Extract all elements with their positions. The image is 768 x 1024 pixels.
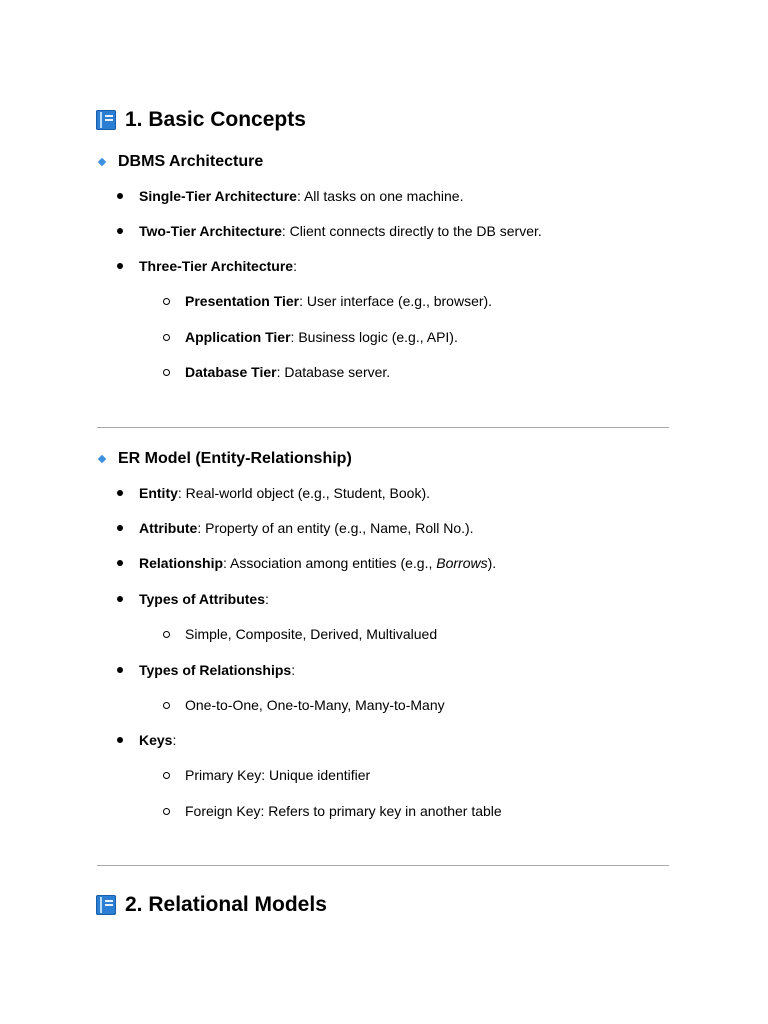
- item-text: Simple, Composite, Derived, Multivalued: [185, 626, 438, 642]
- circle-bullet-icon: [163, 369, 170, 376]
- subsection-title: ER Model (Entity-Relationship): [118, 450, 352, 467]
- item-desc-end: ).: [487, 555, 497, 571]
- blue-book-icon: [96, 110, 116, 130]
- bullet-icon: [117, 263, 123, 269]
- list-item: [117, 258, 297, 274]
- item-desc: :: [265, 591, 269, 607]
- item-term: Presentation Tier: [185, 293, 300, 309]
- list-item: [117, 591, 269, 607]
- divider: [97, 427, 669, 428]
- list-item: [117, 520, 474, 536]
- item-term: Attribute: [139, 520, 198, 536]
- item-desc: :: [291, 662, 296, 678]
- section-title: 1. Basic Concepts: [125, 108, 306, 131]
- bullet-icon: [117, 193, 123, 199]
- item-desc: :: [293, 258, 297, 274]
- item-desc: : Client connects directly to the DB server.: [281, 223, 542, 239]
- sub-list-item: [163, 329, 458, 345]
- circle-bullet-icon: [163, 772, 170, 779]
- item-term: Application Tier: [185, 329, 291, 345]
- sub-list-item: [163, 767, 370, 783]
- list-item: [117, 555, 496, 571]
- bullet-icon: [117, 667, 123, 673]
- sub-list-item: [163, 626, 437, 642]
- item-term: Database Tier: [185, 364, 277, 380]
- sub-list-item: [163, 697, 445, 713]
- divider: [97, 865, 669, 866]
- blue-diamond-icon: [98, 158, 106, 166]
- list-item: [117, 188, 463, 204]
- item-desc: : Database server.: [276, 364, 391, 380]
- subsection-title: DBMS Architecture: [118, 153, 264, 170]
- blue-diamond-icon: [98, 455, 106, 463]
- list-item: [117, 662, 295, 678]
- item-desc: : Property of an entity (e.g., Name, Roll No.).: [197, 520, 474, 536]
- list-item: [117, 485, 430, 501]
- section-heading: [96, 893, 327, 917]
- item-desc: : All tasks on one machine.: [296, 188, 464, 204]
- item-term: Types of Relationships: [139, 662, 292, 678]
- circle-bullet-icon: [163, 334, 170, 341]
- item-term: Entity: [139, 485, 178, 501]
- item-desc: :: [172, 732, 177, 748]
- item-term: Three-Tier Architecture: [139, 258, 294, 274]
- item-term: Single-Tier Architecture: [139, 188, 297, 204]
- item-desc: : Real-world object (e.g., Student, Book).: [177, 485, 431, 501]
- circle-bullet-icon: [163, 631, 170, 638]
- circle-bullet-icon: [163, 702, 170, 709]
- blue-book-icon: [96, 895, 116, 915]
- item-text: One-to-One, One-to-Many, Many-to-Many: [185, 697, 445, 713]
- bullet-icon: [117, 228, 123, 234]
- bullet-icon: [117, 560, 123, 566]
- item-term: Relationship: [139, 555, 224, 571]
- subsection-heading: [97, 153, 263, 171]
- item-italic: Borrows: [436, 555, 488, 571]
- sub-list-item: [163, 293, 492, 309]
- sub-list-item: [163, 364, 390, 380]
- list-item: [117, 732, 176, 748]
- item-term: Two-Tier Architecture: [139, 223, 282, 239]
- bullet-icon: [117, 490, 123, 496]
- list-item: [117, 223, 542, 239]
- sub-list-item: [163, 803, 502, 819]
- bullet-icon: [117, 737, 123, 743]
- section-heading: [96, 108, 306, 132]
- item-text: Primary Key: Unique identifier: [185, 767, 371, 783]
- circle-bullet-icon: [163, 298, 170, 305]
- item-term: Types of Attributes: [139, 591, 266, 607]
- bullet-icon: [117, 525, 123, 531]
- section-title: 2. Relational Models: [125, 893, 327, 916]
- item-desc: : User interface (e.g., browser).: [299, 293, 493, 309]
- subsection-heading: [97, 450, 352, 468]
- item-desc: : Business logic (e.g., API).: [290, 329, 458, 345]
- item-text: Foreign Key: Refers to primary key in another table: [185, 803, 502, 819]
- circle-bullet-icon: [163, 808, 170, 815]
- item-desc: : Association among entities (e.g.,: [223, 555, 437, 571]
- bullet-icon: [117, 596, 123, 602]
- item-term: Keys: [139, 732, 173, 748]
